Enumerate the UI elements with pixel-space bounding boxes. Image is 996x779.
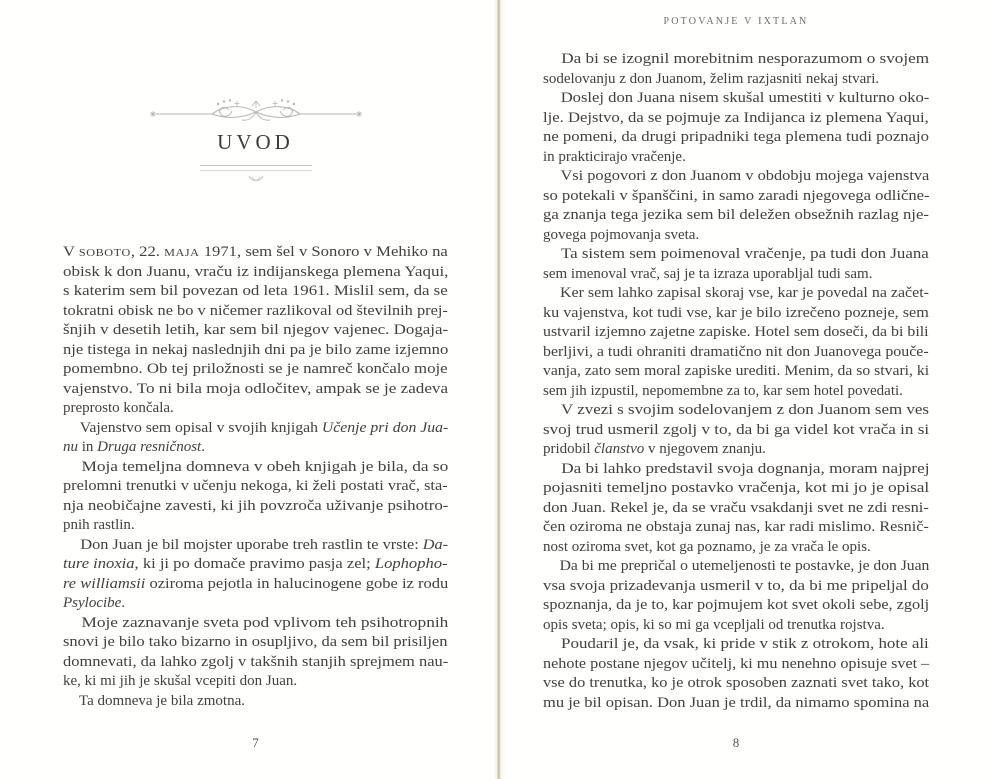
text-line: ga znanja tega jezika sem bil deležen obsežnih razlag nje-	[543, 207, 929, 223]
page-right	[543, 0, 929, 779]
text-line: don Juan. Rekel je, da se vraču vsakdanji svet ne zdi resni-	[543, 499, 929, 516]
text-line: Vajenstvo sem opisal v svojih knjigah Učenje pri don Jua-	[79, 419, 449, 436]
paragraph	[543, 557, 929, 635]
paragraph	[543, 635, 929, 713]
text-line: ne pomeni, da drugi pripadniki tega plemena tudi poznajo	[543, 129, 930, 145]
text-line: nu in Druga resničnost.	[63, 439, 205, 455]
text-line: ustvaril izjemno zajetne zapiske. Hotel sem doseči, da bi bili	[543, 324, 929, 340]
page-gutter-divider	[493, 0, 507, 779]
text-line: Da bi me prepričal o utemeljenosti te postavke, je don Juan	[559, 558, 930, 574]
text-line: vse do trenutka, ko je otrok sposoben zaznati svet tako, kot	[543, 675, 930, 691]
chapter-title: UVOD	[217, 130, 294, 154]
text-line: Ta sistem sem poimenoval vračenje, pa tudi don Juana	[561, 246, 929, 262]
text-line: pojasniti temeljno postavko vračenja, kot mi jo je opisal	[543, 480, 930, 496]
text-line: V soboto, 22. maja 1971, sem šel v Sonoro v Mehiko na	[63, 244, 448, 260]
text-line: pridobil članstvo v njegovem znanju.	[543, 441, 766, 457]
text-line: so potekali v španščini, in samo zaradi njegovega odlične-	[543, 187, 930, 204]
text-line: prelomni trenutki v učenju nekoga, ki želi postati vrač, sta-	[63, 478, 448, 494]
body-text-left	[63, 243, 448, 711]
paragraph	[63, 419, 448, 458]
text-line: vsa svoja prizadevanja usmeril v to, da bi me pripeljal do	[543, 577, 929, 594]
text-line: vajenstvo. To ni bila moja odločitev, ampak se je zadeva	[63, 380, 449, 397]
text-line: ke, ki mi jih je skušal vcepiti don Juan.	[63, 673, 298, 689]
paragraph	[63, 614, 448, 692]
text-line: Doslej don Juana nisem skušal umestiti v kulturno oko-	[560, 90, 930, 106]
text-line: Poudaril je, da vsak, ki pride v stik z otrokom, hote ali	[561, 636, 929, 652]
fleuron-chevron-icon	[247, 174, 265, 184]
body-text-right	[543, 50, 929, 713]
paragraph	[543, 284, 929, 401]
text-line: nehote postane njegov učitelj, ki mu nenehno opisuje svet –	[543, 655, 930, 672]
paragraph	[63, 458, 448, 536]
text-line: in prakticirajo vračenje.	[543, 148, 686, 165]
text-line: sem jih izpustil, nepomembne za to, kar sem hotel povedati.	[543, 382, 903, 399]
text-line: obisk k don Juanu, vraču iz indijanskega plemena Yaqui,	[63, 263, 449, 280]
text-line: Don Juan je bil mojster uporabe treh rastlin te vrste: Da-	[80, 536, 449, 553]
text-line: Moje zaznavanje sveta pod vplivom teh psihotropnih	[81, 614, 449, 631]
paragraph	[543, 401, 929, 460]
paragraph	[63, 692, 448, 712]
text-line: ku vajenstva, kot tudi vse, kar je bilo izrečeno pozneje, sem	[543, 304, 929, 321]
text-line: nja neobičajne zavesti, ki jih povzroča uživanje psihotro-	[63, 497, 449, 514]
paragraph	[63, 536, 448, 614]
text-line: lje. Dejstvo, da se pojmuje za Indijanca iz plemena Yaqui,	[543, 109, 929, 126]
paragraph	[543, 167, 929, 245]
paragraph	[543, 50, 929, 89]
text-line: šnjih v desetih letih, kar sem bil njegov vajenec. Dogaja-	[63, 322, 449, 338]
text-line: Ta domneva je bila zmotna.	[79, 692, 245, 709]
flourish-ornament-icon	[146, 97, 366, 127]
paragraph	[543, 460, 929, 558]
text-line: pomembno. Ob tej priložnosti se je namreč končalo moje	[63, 361, 448, 377]
text-line: sem imenoval vrač, saj je ta izraza uporabljal tudi sam.	[543, 265, 873, 282]
text-line: Ker sem lahko zapisal skoraj vse, kar je povedal na začet-	[560, 285, 929, 301]
paragraph	[63, 243, 448, 419]
text-line: sodelovanju z don Juanom, želim razjasniti nekaj stvari.	[543, 70, 880, 87]
paragraph	[543, 245, 929, 284]
page-number-right: 8	[732, 735, 740, 750]
text-line: Da bi se izognil morebitnim nesporazumom o svojem	[561, 51, 930, 67]
text-line: ture inoxia, ki ji po domače pravimo pasja zel; Lophopho-	[63, 556, 448, 572]
text-line: Vsi pogovori z don Juanom v obdobju mojega vajenstva	[560, 168, 930, 184]
page-number-left: 7	[252, 735, 259, 750]
text-line: nost oziroma svet, kot ga poznamo, je za vrača le opis.	[543, 538, 871, 555]
text-line: re williamsii oziroma pejotla in halucinogene gobe iz rodu	[63, 575, 449, 592]
text-line: govega pojmovanja sveta.	[543, 226, 700, 243]
text-line: mu je bil opisan. Don Juan je trdil, da nimamo spomina na	[543, 694, 930, 711]
text-line: V zvezi s svojim sodelovanjem z don Juanom sem ves	[561, 402, 929, 418]
text-line: čen oziroma ne obstaja zunaj nas, kar radi mislimo. Resnič-	[543, 519, 929, 535]
text-line: spoznanja, da je to, kar pojmujem kot svet okoli sebe, zgolj	[543, 597, 930, 613]
page-left	[63, 0, 448, 779]
text-line: berljivi, a tudi ohraniti dramatično nit don Juanovega pouče-	[543, 343, 929, 360]
paragraph	[543, 89, 929, 167]
text-line: Da bi lahko predstavil svoja dognanja, moram najprej	[561, 460, 930, 477]
text-line: tokratni obisk ne bo v ničemer razlikoval od številnih prej-	[63, 302, 448, 319]
text-line: snovi je bilo tako bizarno in osupljivo, da sem bil prisiljen	[63, 634, 448, 650]
title-rule	[200, 165, 312, 171]
text-line: opis sveta; opis, ki so mi ga vcepljali od trenutka rojstva.	[543, 616, 885, 633]
text-line: vanja, zato sem moral zapiske urediti. Menim, da so stvari, ki	[543, 363, 930, 379]
text-line: Psylocibe.	[63, 595, 126, 611]
text-line: svoj trud usmeril zgolj v to, da bi ga videl kot vrača in si	[543, 421, 930, 438]
text-line: s katerim sem bil povezan od leta 1961. Mislil sem, da se	[63, 283, 448, 299]
text-line: pnih rastlin.	[63, 517, 135, 533]
text-line: nje tistega in nekaj naslednjih dni pa je bilo zame izjemno	[63, 341, 449, 358]
text-line: domnevati, da lahko zgolj v takšnih stanjih sprejmem nau-	[63, 653, 449, 670]
text-line: Moja temeljna domneva v obeh knjigah je bila, da so	[81, 458, 449, 475]
text-line: preprosto končala.	[63, 400, 174, 416]
running-header: POTOVANJE V IXTLAN	[663, 16, 809, 27]
